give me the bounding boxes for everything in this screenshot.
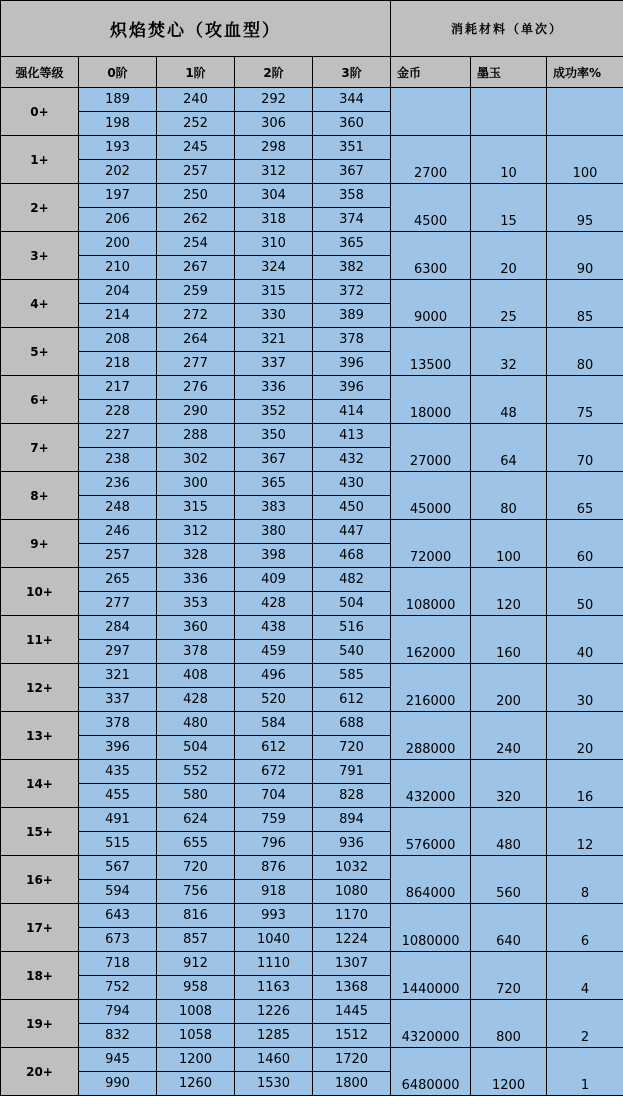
attack-value-stage1: 360 xyxy=(157,616,235,640)
hp-value-stage1: 655 xyxy=(157,832,235,856)
attack-value-stage3: 688 xyxy=(313,712,391,736)
hp-value-stage0: 297 xyxy=(79,640,157,664)
table-row xyxy=(1,760,623,784)
gold-cost: 1440000 xyxy=(391,952,471,1000)
attack-value-stage1: 720 xyxy=(157,856,235,880)
attack-value-stage2: 409 xyxy=(235,568,313,592)
level-cell: 5+ xyxy=(1,328,79,376)
hp-value-stage1: 580 xyxy=(157,784,235,808)
attack-value-stage2: 365 xyxy=(235,472,313,496)
table-row xyxy=(1,472,623,496)
level-cell: 7+ xyxy=(1,424,79,472)
table-row xyxy=(1,136,623,160)
hp-value-stage3: 374 xyxy=(313,208,391,232)
gold-cost: 4500 xyxy=(391,184,471,232)
hp-value-stage1: 257 xyxy=(157,160,235,184)
hp-value-stage1: 857 xyxy=(157,928,235,952)
hp-value-stage0: 594 xyxy=(79,880,157,904)
moyu-cost: 48 xyxy=(471,376,547,424)
hp-value-stage0: 257 xyxy=(79,544,157,568)
table-row xyxy=(1,808,623,832)
attack-value-stage2: 321 xyxy=(235,328,313,352)
attack-value-stage2: 350 xyxy=(235,424,313,448)
attack-value-stage3: 365 xyxy=(313,232,391,256)
hp-value-stage0: 673 xyxy=(79,928,157,952)
attack-value-stage0: 718 xyxy=(79,952,157,976)
attack-value-stage2: 876 xyxy=(235,856,313,880)
attack-value-stage3: 894 xyxy=(313,808,391,832)
attack-value-stage2: 315 xyxy=(235,280,313,304)
hp-value-stage1: 504 xyxy=(157,736,235,760)
attack-value-stage2: 672 xyxy=(235,760,313,784)
table-row xyxy=(1,1000,623,1024)
moyu-cost: 240 xyxy=(471,712,547,760)
success-rate: 30 xyxy=(547,664,623,712)
hp-value-stage1: 262 xyxy=(157,208,235,232)
hp-value-stage3: 540 xyxy=(313,640,391,664)
attack-value-stage0: 246 xyxy=(79,520,157,544)
header-stage3: 3阶 xyxy=(313,57,391,88)
hp-value-stage2: 337 xyxy=(235,352,313,376)
moyu-cost: 100 xyxy=(471,520,547,568)
header-moyu: 墨玉 xyxy=(471,57,547,88)
attack-value-stage3: 447 xyxy=(313,520,391,544)
attack-value-stage3: 791 xyxy=(313,760,391,784)
level-cell: 12+ xyxy=(1,664,79,712)
level-cell: 17+ xyxy=(1,904,79,952)
table-title: 炽焰焚心（攻血型） xyxy=(1,1,391,57)
attack-value-stage0: 200 xyxy=(79,232,157,256)
level-cell: 0+ xyxy=(1,88,79,136)
gold-cost: 162000 xyxy=(391,616,471,664)
hp-value-stage0: 210 xyxy=(79,256,157,280)
hp-value-stage3: 382 xyxy=(313,256,391,280)
attack-value-stage0: 491 xyxy=(79,808,157,832)
hp-value-stage2: 1530 xyxy=(235,1072,313,1096)
hp-value-stage3: 1080 xyxy=(313,880,391,904)
attack-value-stage3: 358 xyxy=(313,184,391,208)
hp-value-stage1: 315 xyxy=(157,496,235,520)
hp-value-stage0: 206 xyxy=(79,208,157,232)
success-rate: 80 xyxy=(547,328,623,376)
attack-value-stage2: 759 xyxy=(235,808,313,832)
hp-value-stage2: 459 xyxy=(235,640,313,664)
moyu-cost: 200 xyxy=(471,664,547,712)
level-cell: 8+ xyxy=(1,472,79,520)
attack-value-stage0: 284 xyxy=(79,616,157,640)
gold-cost: 45000 xyxy=(391,472,471,520)
hp-value-stage3: 504 xyxy=(313,592,391,616)
table-row xyxy=(1,184,623,208)
hp-value-stage3: 432 xyxy=(313,448,391,472)
success-rate: 65 xyxy=(547,472,623,520)
hp-value-stage0: 228 xyxy=(79,400,157,424)
hp-value-stage2: 318 xyxy=(235,208,313,232)
moyu-cost: 15 xyxy=(471,184,547,232)
table-row xyxy=(1,280,623,304)
success-rate: 85 xyxy=(547,280,623,328)
attack-value-stage0: 197 xyxy=(79,184,157,208)
hp-value-stage0: 515 xyxy=(79,832,157,856)
success-rate: 40 xyxy=(547,616,623,664)
attack-value-stage2: 1110 xyxy=(235,952,313,976)
hp-value-stage3: 360 xyxy=(313,112,391,136)
attack-value-stage3: 516 xyxy=(313,616,391,640)
attack-value-stage3: 372 xyxy=(313,280,391,304)
level-cell: 11+ xyxy=(1,616,79,664)
moyu-cost: 64 xyxy=(471,424,547,472)
attack-value-stage0: 217 xyxy=(79,376,157,400)
attack-value-stage1: 259 xyxy=(157,280,235,304)
hp-value-stage1: 302 xyxy=(157,448,235,472)
table-body xyxy=(1,88,623,1096)
hp-value-stage1: 1058 xyxy=(157,1024,235,1048)
hp-value-stage2: 1285 xyxy=(235,1024,313,1048)
hp-value-stage3: 367 xyxy=(313,160,391,184)
moyu-cost: 1200 xyxy=(471,1048,547,1096)
attack-value-stage2: 438 xyxy=(235,616,313,640)
table-row xyxy=(1,88,623,112)
hp-value-stage2: 1040 xyxy=(235,928,313,952)
success-rate: 50 xyxy=(547,568,623,616)
header-rate: 成功率% xyxy=(547,57,623,88)
gold-cost: 864000 xyxy=(391,856,471,904)
header-level: 强化等级 xyxy=(1,57,79,88)
hp-value-stage2: 312 xyxy=(235,160,313,184)
hp-value-stage3: 1368 xyxy=(313,976,391,1000)
hp-value-stage0: 198 xyxy=(79,112,157,136)
attack-value-stage0: 321 xyxy=(79,664,157,688)
attack-value-stage3: 482 xyxy=(313,568,391,592)
hp-value-stage1: 1260 xyxy=(157,1072,235,1096)
moyu-cost: 720 xyxy=(471,952,547,1000)
gold-cost: 108000 xyxy=(391,568,471,616)
hp-value-stage0: 214 xyxy=(79,304,157,328)
hp-value-stage0: 248 xyxy=(79,496,157,520)
attack-value-stage2: 310 xyxy=(235,232,313,256)
success-rate: 4 xyxy=(547,952,623,1000)
moyu-cost: 20 xyxy=(471,232,547,280)
attack-value-stage3: 413 xyxy=(313,424,391,448)
hp-value-stage1: 290 xyxy=(157,400,235,424)
moyu-cost: 560 xyxy=(471,856,547,904)
attack-value-stage2: 336 xyxy=(235,376,313,400)
level-cell: 10+ xyxy=(1,568,79,616)
moyu-cost: 640 xyxy=(471,904,547,952)
hp-value-stage2: 704 xyxy=(235,784,313,808)
success-rate: 60 xyxy=(547,520,623,568)
level-cell: 16+ xyxy=(1,856,79,904)
hp-value-stage2: 383 xyxy=(235,496,313,520)
attack-value-stage0: 204 xyxy=(79,280,157,304)
attack-value-stage3: 1032 xyxy=(313,856,391,880)
success-rate: 1 xyxy=(547,1048,623,1096)
hp-value-stage0: 990 xyxy=(79,1072,157,1096)
hp-value-stage2: 612 xyxy=(235,736,313,760)
success-rate: 6 xyxy=(547,904,623,952)
hp-value-stage1: 252 xyxy=(157,112,235,136)
success-rate: 100 xyxy=(547,136,623,184)
hp-value-stage1: 756 xyxy=(157,880,235,904)
hp-value-stage2: 330 xyxy=(235,304,313,328)
level-cell: 3+ xyxy=(1,232,79,280)
attack-value-stage2: 496 xyxy=(235,664,313,688)
table-row xyxy=(1,424,623,448)
attack-value-stage1: 250 xyxy=(157,184,235,208)
attack-value-stage1: 300 xyxy=(157,472,235,496)
attack-value-stage0: 945 xyxy=(79,1048,157,1072)
hp-value-stage0: 455 xyxy=(79,784,157,808)
hp-value-stage2: 428 xyxy=(235,592,313,616)
gold-cost: 4320000 xyxy=(391,1000,471,1048)
attack-value-stage1: 1200 xyxy=(157,1048,235,1072)
success-rate: 16 xyxy=(547,760,623,808)
success-rate: 90 xyxy=(547,232,623,280)
hp-value-stage3: 828 xyxy=(313,784,391,808)
attack-value-stage2: 993 xyxy=(235,904,313,928)
attack-value-stage3: 351 xyxy=(313,136,391,160)
attack-value-stage0: 189 xyxy=(79,88,157,112)
gold-cost: 432000 xyxy=(391,760,471,808)
moyu-cost: 120 xyxy=(471,568,547,616)
level-cell: 6+ xyxy=(1,376,79,424)
moyu-cost: 25 xyxy=(471,280,547,328)
gold-cost: 1080000 xyxy=(391,904,471,952)
hp-value-stage3: 1512 xyxy=(313,1024,391,1048)
hp-value-stage3: 450 xyxy=(313,496,391,520)
table-row xyxy=(1,1048,623,1072)
table-row xyxy=(1,568,623,592)
attack-value-stage1: 816 xyxy=(157,904,235,928)
level-cell: 15+ xyxy=(1,808,79,856)
hp-value-stage2: 324 xyxy=(235,256,313,280)
attack-value-stage0: 227 xyxy=(79,424,157,448)
level-cell: 18+ xyxy=(1,952,79,1000)
attack-value-stage0: 794 xyxy=(79,1000,157,1024)
hp-value-stage2: 918 xyxy=(235,880,313,904)
level-cell: 4+ xyxy=(1,280,79,328)
gold-cost: 27000 xyxy=(391,424,471,472)
attack-value-stage1: 336 xyxy=(157,568,235,592)
gold-cost: 6300 xyxy=(391,232,471,280)
hp-value-stage1: 277 xyxy=(157,352,235,376)
success-rate: 95 xyxy=(547,184,623,232)
hp-value-stage1: 958 xyxy=(157,976,235,1000)
gold-cost: 13500 xyxy=(391,328,471,376)
hp-value-stage3: 936 xyxy=(313,832,391,856)
attack-value-stage1: 480 xyxy=(157,712,235,736)
attack-value-stage0: 208 xyxy=(79,328,157,352)
attack-value-stage2: 1226 xyxy=(235,1000,313,1024)
attack-value-stage1: 240 xyxy=(157,88,235,112)
success-rate: 20 xyxy=(547,712,623,760)
header-gold: 金币 xyxy=(391,57,471,88)
table-row xyxy=(1,328,623,352)
gold-cost: 6480000 xyxy=(391,1048,471,1096)
attack-value-stage1: 1008 xyxy=(157,1000,235,1024)
attack-value-stage3: 344 xyxy=(313,88,391,112)
moyu-cost: 160 xyxy=(471,616,547,664)
level-cell: 13+ xyxy=(1,712,79,760)
level-cell: 1+ xyxy=(1,136,79,184)
attack-value-stage2: 380 xyxy=(235,520,313,544)
hp-value-stage0: 832 xyxy=(79,1024,157,1048)
attack-value-stage2: 1460 xyxy=(235,1048,313,1072)
success-rate: 12 xyxy=(547,808,623,856)
hp-value-stage0: 752 xyxy=(79,976,157,1000)
success-rate: 2 xyxy=(547,1000,623,1048)
attack-value-stage3: 396 xyxy=(313,376,391,400)
level-cell: 2+ xyxy=(1,184,79,232)
hp-value-stage3: 396 xyxy=(313,352,391,376)
moyu-cost: 80 xyxy=(471,472,547,520)
hp-value-stage1: 328 xyxy=(157,544,235,568)
success-rate: 8 xyxy=(547,856,623,904)
attack-value-stage0: 236 xyxy=(79,472,157,496)
hp-value-stage1: 428 xyxy=(157,688,235,712)
attack-value-stage1: 254 xyxy=(157,232,235,256)
attack-value-stage1: 288 xyxy=(157,424,235,448)
hp-value-stage1: 272 xyxy=(157,304,235,328)
table-row xyxy=(1,904,623,928)
attack-value-stage3: 585 xyxy=(313,664,391,688)
attack-value-stage0: 643 xyxy=(79,904,157,928)
attack-value-stage3: 1445 xyxy=(313,1000,391,1024)
table-row xyxy=(1,616,623,640)
hp-value-stage0: 238 xyxy=(79,448,157,472)
hp-value-stage2: 367 xyxy=(235,448,313,472)
hp-value-stage2: 398 xyxy=(235,544,313,568)
table-row xyxy=(1,664,623,688)
materials-title: 消耗材料（单次） xyxy=(391,1,623,57)
hp-value-stage0: 202 xyxy=(79,160,157,184)
hp-value-stage2: 306 xyxy=(235,112,313,136)
hp-value-stage3: 468 xyxy=(313,544,391,568)
table-row xyxy=(1,712,623,736)
attack-value-stage1: 624 xyxy=(157,808,235,832)
gold-cost: 576000 xyxy=(391,808,471,856)
hp-value-stage0: 337 xyxy=(79,688,157,712)
gold-cost: 18000 xyxy=(391,376,471,424)
attack-value-stage3: 1170 xyxy=(313,904,391,928)
moyu-cost: 10 xyxy=(471,136,547,184)
attack-value-stage1: 312 xyxy=(157,520,235,544)
attack-value-stage1: 912 xyxy=(157,952,235,976)
level-cell: 9+ xyxy=(1,520,79,568)
hp-value-stage1: 378 xyxy=(157,640,235,664)
level-cell: 19+ xyxy=(1,1000,79,1048)
attack-value-stage3: 1720 xyxy=(313,1048,391,1072)
level-cell: 20+ xyxy=(1,1048,79,1096)
table-row xyxy=(1,952,623,976)
attack-value-stage3: 430 xyxy=(313,472,391,496)
hp-value-stage3: 414 xyxy=(313,400,391,424)
header-stage0: 0阶 xyxy=(79,57,157,88)
hp-value-stage0: 277 xyxy=(79,592,157,616)
level-cell: 14+ xyxy=(1,760,79,808)
attack-value-stage1: 264 xyxy=(157,328,235,352)
hp-value-stage3: 612 xyxy=(313,688,391,712)
table-row xyxy=(1,232,623,256)
gold-cost xyxy=(391,88,471,136)
header-stage1: 1阶 xyxy=(157,57,235,88)
moyu-cost xyxy=(471,88,547,136)
hp-value-stage2: 796 xyxy=(235,832,313,856)
attack-value-stage0: 567 xyxy=(79,856,157,880)
header-stage2: 2阶 xyxy=(235,57,313,88)
attack-value-stage0: 193 xyxy=(79,136,157,160)
attack-value-stage1: 408 xyxy=(157,664,235,688)
moyu-cost: 320 xyxy=(471,760,547,808)
hp-value-stage3: 389 xyxy=(313,304,391,328)
attack-value-stage0: 435 xyxy=(79,760,157,784)
attack-value-stage1: 276 xyxy=(157,376,235,400)
attack-value-stage2: 584 xyxy=(235,712,313,736)
hp-value-stage3: 720 xyxy=(313,736,391,760)
hp-value-stage1: 267 xyxy=(157,256,235,280)
hp-value-stage1: 353 xyxy=(157,592,235,616)
attack-value-stage2: 304 xyxy=(235,184,313,208)
attack-value-stage0: 265 xyxy=(79,568,157,592)
gold-cost: 9000 xyxy=(391,280,471,328)
gold-cost: 216000 xyxy=(391,664,471,712)
attack-value-stage1: 552 xyxy=(157,760,235,784)
attack-value-stage2: 298 xyxy=(235,136,313,160)
hp-value-stage3: 1800 xyxy=(313,1072,391,1096)
table-row xyxy=(1,520,623,544)
gold-cost: 72000 xyxy=(391,520,471,568)
attack-value-stage2: 292 xyxy=(235,88,313,112)
moyu-cost: 32 xyxy=(471,328,547,376)
hp-value-stage2: 1163 xyxy=(235,976,313,1000)
gold-cost: 2700 xyxy=(391,136,471,184)
hp-value-stage2: 520 xyxy=(235,688,313,712)
table-row xyxy=(1,856,623,880)
success-rate xyxy=(547,88,623,136)
attack-value-stage3: 1307 xyxy=(313,952,391,976)
gold-cost: 288000 xyxy=(391,712,471,760)
attack-value-stage1: 245 xyxy=(157,136,235,160)
hp-value-stage0: 396 xyxy=(79,736,157,760)
moyu-cost: 800 xyxy=(471,1000,547,1048)
hp-value-stage0: 218 xyxy=(79,352,157,376)
moyu-cost: 480 xyxy=(471,808,547,856)
table-row xyxy=(1,376,623,400)
hp-value-stage3: 1224 xyxy=(313,928,391,952)
hp-value-stage2: 352 xyxy=(235,400,313,424)
success-rate: 75 xyxy=(547,376,623,424)
attack-value-stage0: 378 xyxy=(79,712,157,736)
success-rate: 70 xyxy=(547,424,623,472)
attack-value-stage3: 378 xyxy=(313,328,391,352)
